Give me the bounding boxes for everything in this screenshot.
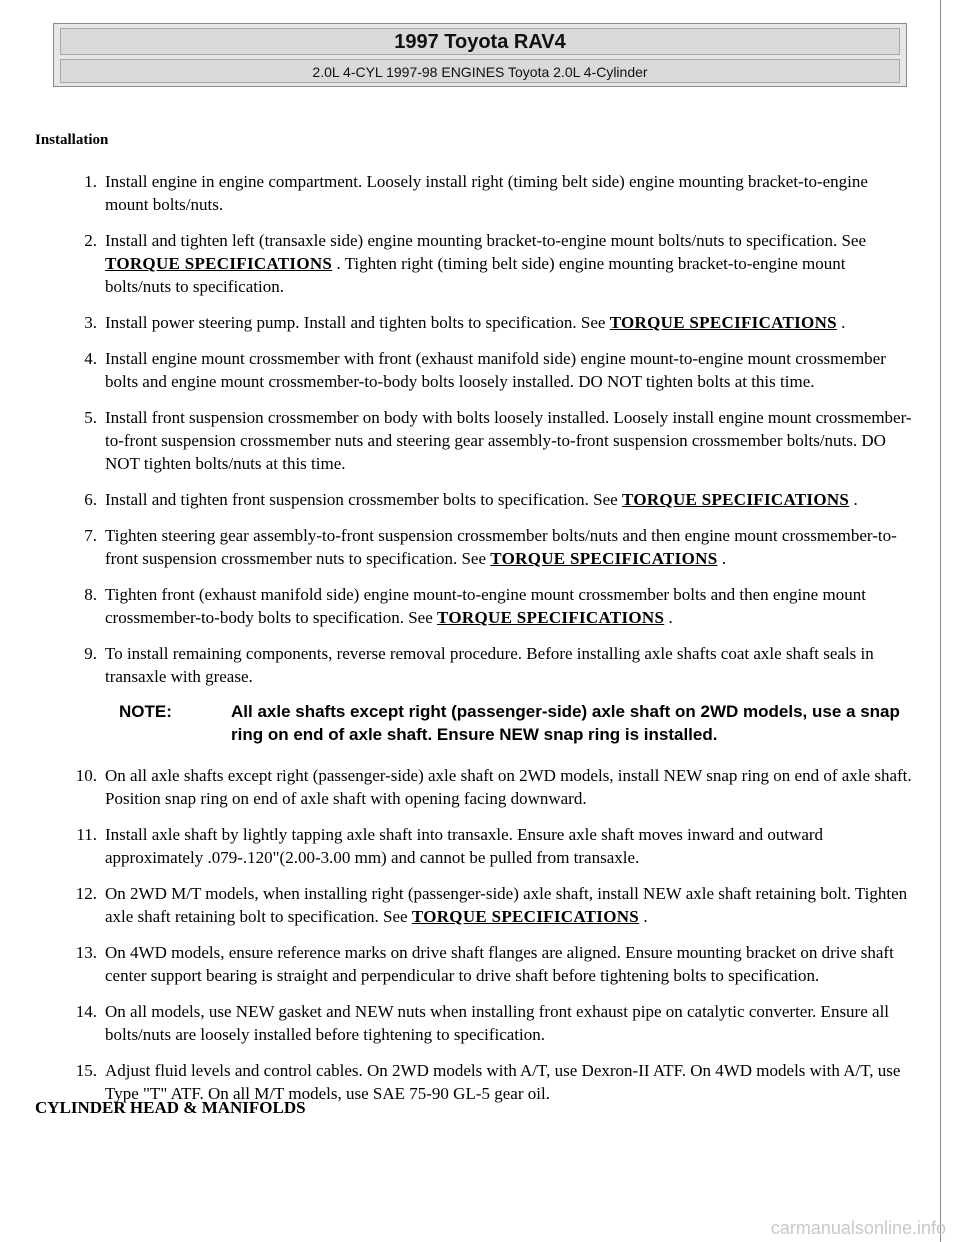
step-text-end: .: [836, 313, 846, 332]
step-item: [35, 642, 915, 688]
note-box: [119, 700, 919, 746]
torque-specifications-link[interactable]: TORQUE SPECIFICATIONS: [411, 907, 640, 926]
step-number: 7.: [84, 526, 97, 545]
step-text: Adjust fluid levels and control cables. On 2WD models with A/T, use Dexron-II ATF. On 4WD models with A/T, use Type "T" ATF. On all M/T models, use SAE 75-90 GL-5 gear oil.: [105, 1061, 901, 1103]
step-text: On all models, use NEW gasket and NEW nuts when installing front exhaust pipe on catalytic converter. Ensure all bolts/nuts are loosely installed before tightening to specification.: [105, 1002, 890, 1044]
step-item: [35, 524, 915, 570]
step-text-end: .: [639, 907, 648, 926]
step-text: To install remaining components, reverse removal procedure. Before installing axle shafts coat axle shaft seals in transaxle with grease.: [105, 644, 874, 686]
section-heading-cylinder-head: CYLINDER HEAD & MANIFOLDS: [35, 1098, 306, 1117]
step-number: 3.: [84, 313, 97, 332]
step-number: 11.: [76, 825, 97, 844]
step-number: 10.: [75, 766, 97, 785]
step-number: 12.: [75, 884, 97, 903]
watermark: carmanualsonline.info: [770, 1218, 946, 1238]
step-item: [35, 229, 915, 298]
step-item: [35, 882, 915, 928]
torque-specifications-link[interactable]: TORQUE SPECIFICATIONS: [490, 549, 718, 568]
step-number: 13.: [75, 943, 97, 962]
torque-specifications-link[interactable]: TORQUE SPECIFICATIONS: [105, 254, 333, 273]
step-text: Install engine in engine compartment. Loosely install right (timing belt side) engine mounting bracket-to-engine mount bolts/nuts.: [105, 172, 868, 214]
step-number: 4.: [84, 349, 97, 368]
step-text: Install power steering pump. Install and tighten bolts to specification. See: [105, 313, 610, 332]
step-number: 14.: [75, 1002, 97, 1021]
step-text: Install front suspension crossmember on body with bolts loosely installed. Loosely install engine mount crossmember-to-front suspension crossmember nuts and steering gear assembly-to-front suspension crossmember bolts/nuts. DO NOT tighten bolts/nuts at this time.: [105, 408, 912, 473]
step-text-end: .: [664, 608, 673, 627]
step-item: [35, 347, 915, 393]
step-text: On 2WD M/T models, when installing right (passenger-side) axle shaft, install NEW axle shaft retaining bolt. Tighten axle shaft retaining bolt to specification. See: [105, 884, 908, 926]
torque-specifications-link[interactable]: TORQUE SPECIFICATIONS: [609, 313, 837, 332]
torque-specifications-link[interactable]: TORQUE SPECIFICATIONS: [437, 608, 665, 627]
step-text: Install axle shaft by lightly tapping axle shaft into transaxle. Ensure axle shaft moves inward and outward approximately .079-.120"(2.00-3.00 mm) and cannot be pulled from transaxle.: [105, 825, 824, 867]
step-number: 15.: [75, 1061, 97, 1080]
note-text: All axle shafts except right (passenger-side) axle shaft on 2WD models, use a snap ring on end of axle shaft. Ensure NEW snap ring is installed.: [231, 702, 900, 744]
step-item: [35, 823, 915, 869]
page-edge-rule: [940, 0, 941, 1242]
step-text: On 4WD models, ensure reference marks on drive shaft flanges are aligned. Ensure mounting bracket on drive shaft center support bearing is straight and perpendicular to drive shaft before tightening bolts to specification.: [105, 943, 894, 985]
note-label: NOTE:: [119, 702, 172, 721]
step-item: [35, 488, 915, 511]
step-text-end: .: [849, 490, 858, 509]
step-text: Install and tighten left (transaxle side) engine mounting bracket-to-engine mount bolts/nuts to specification. See: [105, 231, 867, 250]
step-text: On all axle shafts except right (passenger-side) axle shaft on 2WD models, install NEW snap ring on end of axle shaft. Position snap ring on end of axle shaft with opening facing downward.: [105, 766, 912, 808]
step-item: [35, 583, 915, 629]
step-item: [35, 170, 915, 216]
step-item: [35, 311, 915, 334]
step-number: 2.: [84, 231, 97, 250]
document-header: [53, 23, 907, 87]
step-text-end: . Tighten right (timing belt side) engine mounting bracket-to-engine mount bolts/nuts to specification.: [105, 254, 846, 296]
step-text: Tighten steering gear assembly-to-front suspension crossmember bolts/nuts and then engine mount crossmember-to-front suspension crossmember nuts to specification. See: [105, 526, 897, 568]
document-title: 1997 Toyota RAV4: [60, 28, 900, 55]
step-number: 6.: [84, 490, 97, 509]
section-label-installation: Installation: [35, 132, 109, 148]
step-item: [35, 406, 915, 475]
step-number: 5.: [84, 408, 97, 427]
step-item: [35, 1000, 915, 1046]
document-subtitle: 2.0L 4-CYL 1997-98 ENGINES Toyota 2.0L 4-Cylinder: [60, 59, 900, 83]
installation-steps-list: [35, 170, 915, 701]
step-number: 1.: [84, 172, 97, 191]
step-text-end: .: [717, 549, 726, 568]
step-item: [35, 941, 915, 987]
step-text: Install and tighten front suspension crossmember bolts to specification. See: [105, 490, 622, 509]
torque-specifications-link[interactable]: TORQUE SPECIFICATIONS: [621, 490, 850, 509]
step-text: Install engine mount crossmember with front (exhaust manifold side) engine mount-to-engine mount crossmember bolts and engine mount crossmember-to-body bolts loosely installed. DO NOT tighten bolts at this time.: [105, 349, 886, 391]
step-number: 9.: [84, 644, 97, 663]
step-number: 8.: [84, 585, 97, 604]
installation-steps-list-continued: [35, 764, 915, 1118]
step-item: [35, 764, 915, 810]
step-text: Tighten front (exhaust manifold side) engine mount-to-engine mount crossmember bolts and then engine mount crossmember-to-body bolts to specification. See: [105, 585, 866, 627]
